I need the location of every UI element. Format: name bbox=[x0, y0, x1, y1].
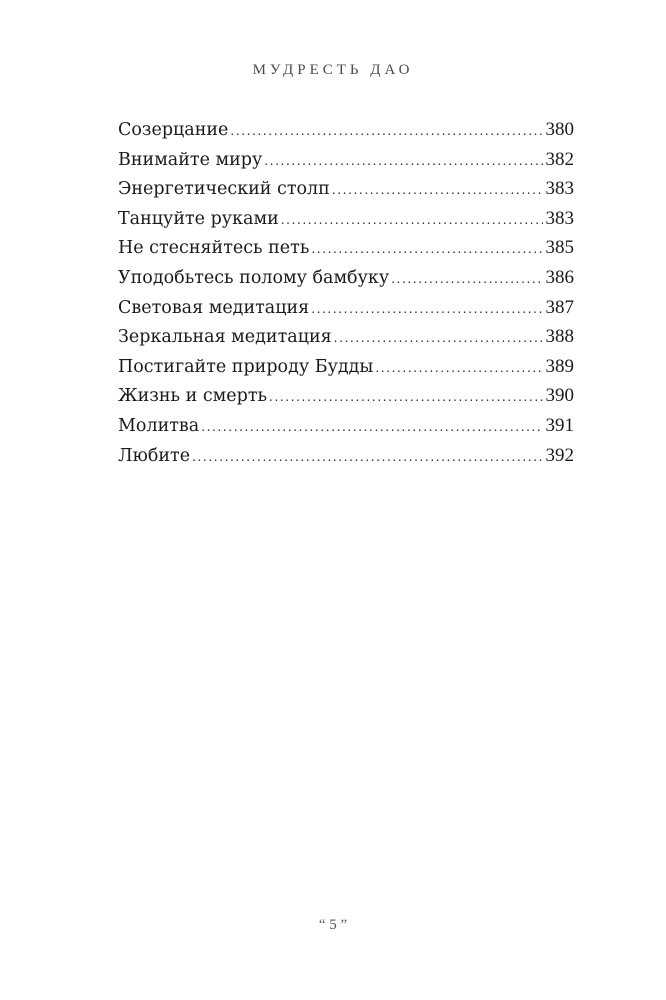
toc-entry bbox=[118, 441, 574, 471]
toc-dot-leader bbox=[192, 443, 542, 473]
toc-dot-leader bbox=[281, 206, 543, 236]
toc-entry bbox=[118, 322, 574, 352]
toc-entry-title: Постигайте природу Будды bbox=[118, 356, 374, 377]
toc-entry-page: 380 bbox=[545, 119, 574, 140]
toc-entry-page: 391 bbox=[545, 414, 574, 436]
toc-dot-leader bbox=[391, 265, 542, 295]
toc-entry-title: Внимайте миру bbox=[118, 149, 263, 170]
toc-entry-page: 390 bbox=[545, 385, 574, 407]
table-of-contents bbox=[118, 115, 574, 470]
toc-entry-title: Жизнь и смерть bbox=[118, 386, 268, 407]
toc-entry bbox=[118, 411, 574, 441]
toc-entry bbox=[118, 352, 574, 382]
toc-dot-leader bbox=[201, 413, 542, 443]
toc-entry-title: Молитва bbox=[118, 415, 200, 436]
toc-dot-leader bbox=[375, 354, 542, 384]
toc-entry bbox=[118, 174, 574, 204]
toc-entry-title: Танцуйте руками bbox=[118, 208, 279, 229]
toc-dot-leader bbox=[269, 383, 542, 413]
running-head-title: МУДРЕСТЬ ДАО bbox=[252, 62, 414, 78]
toc-entry-page: 389 bbox=[545, 355, 574, 377]
toc-entry bbox=[118, 381, 574, 411]
toc-entry bbox=[118, 293, 574, 323]
toc-dot-leader bbox=[334, 324, 543, 354]
toc-entry-page: 386 bbox=[545, 266, 574, 288]
toc-entry-title: Зеркальная медитация bbox=[118, 327, 332, 348]
toc-entry-title: Уподобьтесь полому бамбуку bbox=[118, 267, 390, 288]
toc-entry bbox=[118, 233, 574, 263]
toc-dot-leader bbox=[332, 176, 543, 206]
toc-entry-title: Не стесняйтесь петь bbox=[118, 238, 310, 259]
page-number: “ 5 ” bbox=[318, 917, 348, 933]
toc-entry bbox=[118, 204, 574, 234]
toc-entry bbox=[118, 145, 574, 175]
toc-entry-page: 382 bbox=[545, 148, 574, 170]
toc-entry bbox=[118, 115, 574, 145]
toc-dot-leader bbox=[264, 147, 542, 177]
toc-dot-leader bbox=[311, 295, 542, 325]
toc-entry-page: 387 bbox=[545, 296, 574, 318]
toc-entry-title: Световая медитация bbox=[118, 297, 310, 318]
toc-entry-title: Созерцание bbox=[118, 120, 229, 140]
toc-entry bbox=[118, 263, 574, 293]
toc-dot-leader bbox=[230, 117, 542, 147]
toc-dot-leader bbox=[311, 235, 542, 265]
toc-entry-page: 388 bbox=[545, 326, 574, 348]
toc-entry-page: 385 bbox=[545, 237, 574, 259]
toc-entry-page: 383 bbox=[545, 178, 574, 200]
toc-entry-page: 383 bbox=[545, 207, 574, 229]
toc-entry-page: 392 bbox=[545, 444, 574, 466]
toc-entry-title: Любите bbox=[118, 445, 191, 466]
toc-entry-title: Энергетический столп bbox=[118, 179, 330, 200]
